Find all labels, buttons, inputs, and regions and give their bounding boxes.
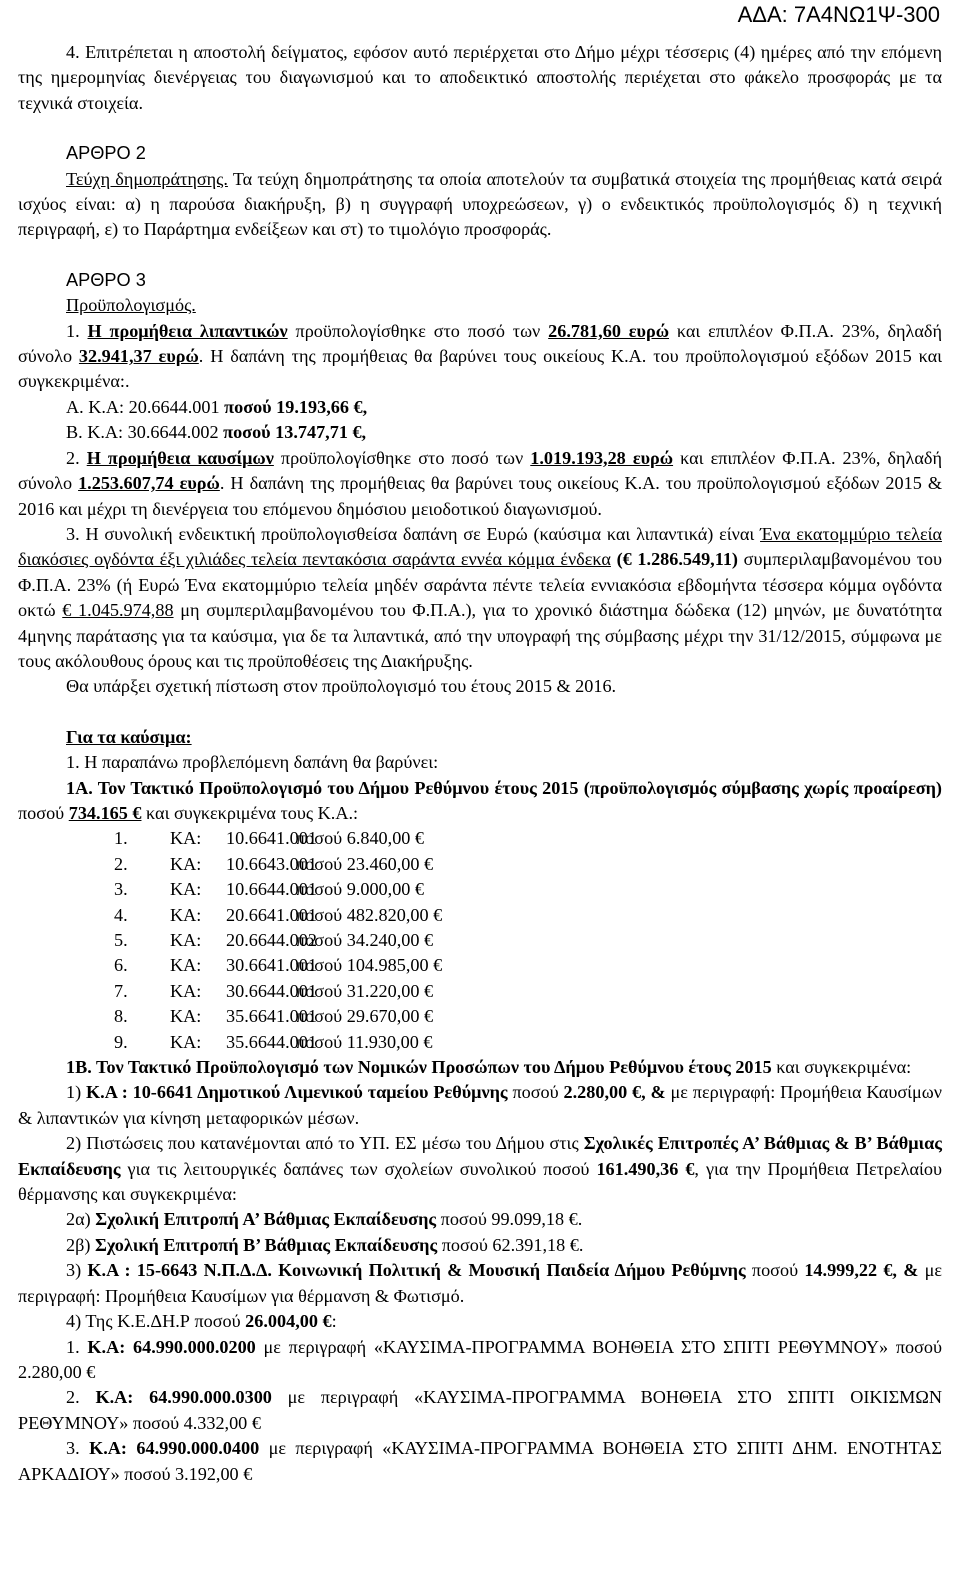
port-fund-item: 1) Κ.Α : 10-6641 Δημοτικού Λιμενικού ταμείου Ρεθύμνης ποσού 2.280,00 €, & με περιγραφή: Προμήθεια Καυσίμων & λιπαντικών για κίνηση μεταφορικών μέσων. <box>18 1082 942 1128</box>
regular-budget-1a: 1Α. Τον Τακτικό Προϋπολογισμό του Δήμου Ρεθύμνου έτους 2015 (προϋπολογισμός σύμβασης χωρίς προαίρεση) ποσού 734.165 € και συγκεκριμένα τους Κ.Α.: <box>18 777 942 823</box>
budget-lubricants: 1. Η προμήθεια λιπαντικών προϋπολογίσθηκε στο ποσό των 26.781,60 ευρώ και επιπλέον Φ.Π.Α. 23%, δηλαδή σύνολο 32.941,37 ευρώ. Η δαπάνη της προμήθειας θα βαρύνει τους οικείους Κ.Α. του προϋπολογισμού εξόδων 2015 και συγκεκριμένα:. <box>18 320 942 392</box>
article-2-subtitle: Τεύχη δημοπράτησης. <box>66 168 228 189</box>
lubricants-total: 32.941,37 ευρώ <box>78 346 199 367</box>
budget-fuel: 2. Η προμήθεια καυσίμων προϋπολογίσθηκε στο ποσό των 1.019.193,28 ευρώ και επιπλέον Φ.Π.Α. 23%, δηλαδή σύνολο 1.253.607,74 ευρώ. Η δαπάνη της προμήθειας θα βαρύνει τους οικείους Κ.Α. του προϋπολογισμού εξόδων 2015 & 2016 και μέχρι τη διενέργεια του επόμενου δημόσιου μειοδοτικού διαγωνισμού. <box>18 447 942 519</box>
lubricants-label: Η προμήθεια λιπαντικών <box>87 320 288 341</box>
list-item: 2. ΚΑ: 10.6643.001ποσού 23.460,00 € <box>114 853 434 874</box>
article-2-text: Τα τεύχη δημοπράτησης τα οποία αποτελούν τα συμβατικά στοιχεία της προμήθειας κατά σειρά ισχύος είναι: α) η παρούσα διακήρυξη, β) η συγγραφή υποχρεώσεων, γ) ο ενδεικτικός προϋπολογισμός δ) η τεχνική περιγραφή, ε) το Παράρτημα ενδείξεων και στ) το τιμολόγιο προσφοράς. <box>18 168 943 240</box>
list-item: 6. ΚΑ: 30.6641.001ποσού 104.985,00 € <box>114 955 443 976</box>
fuel-intro: 1. Η παραπάνω προβλεπόμενη δαπάνη θα βαρύνει: <box>66 752 439 773</box>
fuel-label: Η προμήθεια καυσίμων <box>86 447 274 468</box>
list-item: 4. ΚΑ: 20.6641.001ποσού 482.820,00 € <box>114 904 443 925</box>
fuel-total: 1.253.607,74 ευρώ <box>78 473 220 494</box>
lubricants-amount: 26.781,60 ευρώ <box>548 320 670 341</box>
article-3-title: ΑΡΘΡΟ 3 <box>66 269 146 290</box>
document-body <box>18 40 942 1487</box>
kedir-subitem: 2. Κ.Α: 64.990.000.0300 με περιγραφή «ΚΑΥΣΙΜΑ-ΠΡΟΓΡΑΜΜΑ ΒΟΗΘΕΙΑ ΣΤΟ ΣΠΙΤΙ ΟΙΚΙΣΜΩΝ ΡΕΘΥΜΝΟΥ» ποσού 4.332,00 € <box>18 1387 943 1433</box>
regular-budget-1b: 1Β. Τον Τακτικό Προϋπολογισμό των Νομικών Προσώπων του Δήμου Ρεθύμνου έτους 2015 και συγκεκριμένα: <box>66 1057 912 1078</box>
npdd-item: 3) Κ.Α : 15-6643 Ν.Π.Δ.Δ. Κοινωνική Πολιτική & Μουσική Παιδεία Δήμου Ρεθύμνης ποσού 14.999,22 €, & με περιγραφή: Προμήθεια Καυσίμων για θέρμανση & Φωτισμό. <box>18 1260 943 1306</box>
kedir-subitem: 3. Κ.Α: 64.990.000.0400 με περιγραφή «ΚΑΥΣΙΜΑ-ΠΡΟΓΡΑΜΜΑ ΒΟΗΘΕΙΑ ΣΤΟ ΣΠΙΤΙ ΔΗΜ. ΕΝΟΤΗΤΑΣ ΑΡΚΑΔΙΟΥ» ποσού 3.192,00 € <box>18 1438 942 1484</box>
total-amount: (€ 1.286.549,11) <box>610 549 738 570</box>
ada-code: ΑΔΑ: 7Α4ΝΩ1Ψ-300 <box>737 2 940 27</box>
list-item: 7. ΚΑ: 30.6644.001ποσού 31.220,00 € <box>114 980 434 1001</box>
fuel-section-title: Για τα καύσιμα: <box>66 726 192 747</box>
total-in-words: Ένα εκατομμύριο τελεία διακόσιες ογδόντα έξι χιλιάδες τελεία πεντακόσια σαράντα εννέα κόμμα ένδεκα <box>18 523 942 570</box>
ka-list <box>18 826 942 1055</box>
kedir-item: 4) Της Κ.Ε.ΔΗ.Ρ ποσού 26.004,00 €: <box>66 1311 337 1332</box>
kedir-subitem: 1. Κ.Α: 64.990.000.0200 με περιγραφή «ΚΑΥΣΙΜΑ-ΠΡΟΓΡΑΜΜΑ ΒΟΗΘΕΙΑ ΣΤΟ ΣΠΙΤΙ ΡΕΘΥΜΝΟΥ» ποσού 2.280,00 € <box>18 1336 943 1382</box>
list-item: 8. ΚΑ: 35.6641.001ποσού 29.670,00 € <box>114 1006 434 1027</box>
lubricants-ka-b: Β. Κ.Α: 30.6644.002 ποσού 13.747,71 €, <box>66 422 367 443</box>
budget-total: 3. Η συνολική ενδεικτική προϋπολογισθείσα δαπάνη σε Ευρώ (καύσιμα και λιπαντικά) είναι Ένα εκατομμύριο τελεία διακόσιες ογδόντα έξι χιλιάδες τελεία πεντακόσια σαράντα εννέα κόμμα ένδεκα (€ 1.286.549,11) συμπεριλαμβανομένου του Φ.Π.Α. 23% (ή Ευρώ Ένα εκατομμύριο τελεία μηδέν σαράντα πέντε τελεία εννιακόσια εβδομήντα τέσσερα κόμμα ογδόντα οκτώ € 1.045.974,88 μη συμπεριλαμβανομένου του Φ.Π.Α.), για το χρονικό διάστημα δώδεκα (12) μηνών, με δυνατότητα 4μηνης παράτασης για τα καύσιμα, για δε τα λιπαντικά, από την υπογραφή της σύμβασης μέχρι την 31/12/2015, σύμφωνα με τους ακόλουθους όρους και τις προϋποθέσεις της Διακήρυξης. <box>18 523 943 671</box>
list-item: 3. ΚΑ: 10.6644.001ποσού 9.000,00 € <box>114 879 425 900</box>
list-item: 5. ΚΑ: 20.6644.002ποσού 34.240,00 € <box>114 930 434 950</box>
budget-1a-amount: 734.165 € <box>68 802 142 823</box>
lubricants-ka-a: Α. Κ.Α: 20.6644.001 ποσού 19.193,66 €, <box>66 396 368 417</box>
school-committee-a: 2α) Σχολική Επιτροπή Α’ Βάθμιας Εκπαίδευσης ποσού 99.099,18 €. <box>66 1209 583 1230</box>
list-item: 1. ΚΑ: 10.6641.001ποσού 6.840,00 € <box>114 828 425 849</box>
school-committees-item: 2) Πιστώσεις που κατανέμονται από το ΥΠ. ΕΣ μέσω του Δήμου στις Σχολικές Επιτροπές Α’ Βάθμιας & Β’ Βάθμιας Εκπαίδευσης για τις λειτουργικές δαπάνες των σχολείων συνολικού ποσού 161.490,36 €, για την Προμήθεια Πετρελαίου θέρμανσης και συγκεκριμένα: <box>18 1133 942 1205</box>
fuel-amount: 1.019.193,28 ευρώ <box>530 447 674 468</box>
article-3-subtitle: Προϋπολογισμός. <box>66 295 196 316</box>
total-net-amount: € 1.045.974,88 <box>62 600 174 621</box>
article-2-title: ΑΡΘΡΟ 2 <box>66 143 146 164</box>
paragraph-4: 4. Επιτρέπεται η αποστολή δείγματος, εφόσον αυτό περιέρχεται στο Δήμο μέχρι τέσσερις (4) ημέρες από την επόμενη της ημερομηνίας διενέργειας του διαγωνισμού και το αποδεικτικό αποστολής περιέχεται στο φάκελο προσφοράς με τα τεχνικά στοιχεία. <box>18 42 942 113</box>
school-committee-b: 2β) Σχολική Επιτροπή Β’ Βάθμιας Εκπαίδευσης ποσού 62.391,18 €. <box>66 1234 584 1255</box>
article-2-heading <box>18 167 942 243</box>
credit-note: Θα υπάρξει σχετική πίστωση στον προϋπολογισμό του έτους 2015 & 2016. <box>66 676 617 697</box>
list-item: 9. ΚΑ: 35.6644.001ποσού 11.930,00 € <box>114 1031 433 1052</box>
